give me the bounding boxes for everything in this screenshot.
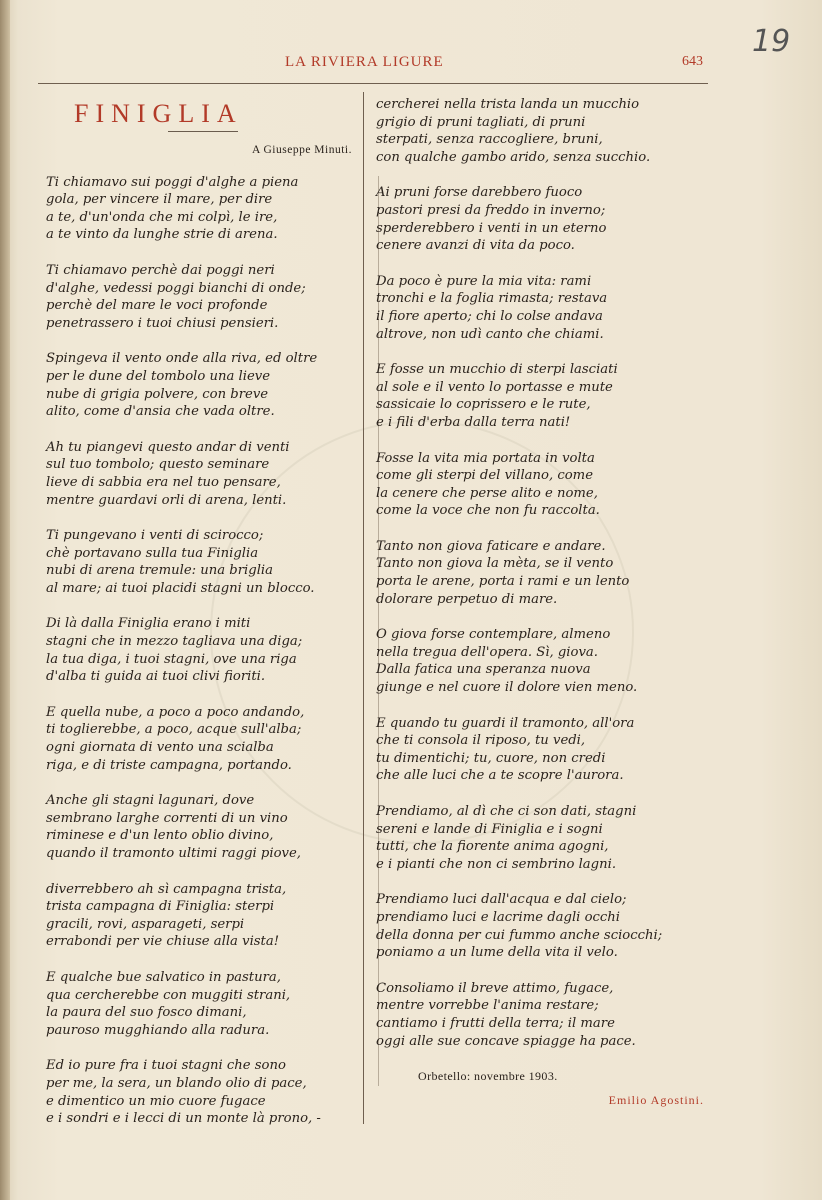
verse-line: per me, la sera, un blando olio di pace, — [46, 1075, 307, 1091]
verse-line: come la voce che non fu raccolta. — [376, 503, 600, 519]
verse-line: alito, come d'ansia che vada oltre. — [46, 404, 275, 420]
verse-line: Prendiamo, al dì che ci son dati, stagni — [376, 804, 637, 819]
stanza — [46, 1057, 358, 1127]
verse-line: tu dimentichi; tu, cuore, non credi — [376, 750, 606, 766]
verse-line: gracili, rovi, asparageti, serpi — [46, 916, 245, 932]
stanza — [46, 615, 358, 685]
verse-line: altrove, non udì canto che chiami. — [376, 326, 604, 342]
verse-line: il fiore aperto; chi lo colse andava — [376, 308, 603, 324]
verse-line: Di là dalla Finiglia erano i miti — [46, 616, 251, 632]
verse-line: perchè del mare le voci profonde — [46, 298, 268, 314]
verse-line: E qualche bue salvatico in pastura, — [46, 969, 281, 985]
stanza — [376, 361, 706, 431]
page-header — [0, 52, 822, 76]
verse-line: pastori presi da freddo in inverno; — [376, 202, 606, 218]
book-spine-edge — [0, 0, 10, 1200]
verse-line: sul tuo tombolo; questo seminare — [46, 457, 270, 473]
stanza — [376, 891, 706, 961]
verse-line: E quando tu guardi il tramonto, all'ora — [376, 715, 635, 731]
verse-line: Fosse la vita mia portata in volta — [376, 450, 595, 466]
stanza — [46, 439, 358, 509]
stanza — [46, 174, 358, 244]
verse-line: nubi di arena tremule: una briglia — [46, 563, 274, 579]
header-rule — [38, 83, 708, 84]
verse-line: Spingeva il vento onde alla riva, ed oltre — [46, 351, 318, 367]
stanza — [376, 450, 706, 520]
verse-line: mentre vorrebbe l'anima restare; — [376, 998, 599, 1014]
stanza — [376, 96, 706, 166]
stanza — [376, 273, 706, 343]
verse-line: che alle luci che a te scopre l'aurora. — [376, 768, 624, 784]
left-column — [40, 100, 358, 1146]
verse-line: ti toglierebbe, a poco, acque sull'alba; — [46, 722, 302, 738]
verse-line: a te vinto da lunghe strie di arena. — [46, 227, 278, 243]
verse-line: dolorare perpetuo di mare. — [376, 591, 558, 607]
verse-line: gola, per vincere il mare, per dire — [46, 192, 273, 208]
verse-line: della donna per cui fummo anche sciocchi; — [376, 927, 663, 943]
verse-line: quando il tramonto ultimi raggi piove, — [46, 846, 301, 861]
running-title: LA RIVIERA LIGURE — [285, 54, 444, 70]
handwritten-number: 19 — [752, 24, 791, 59]
verse-line: Da poco è pure la mia vita: rami — [376, 273, 592, 289]
verse-line: errabondi per vie chiuse alla vista! — [46, 934, 280, 950]
verse-line: porta le arene, porta i rami e un lento — [376, 574, 630, 590]
verse-line: sembrano larghe correnti di un vino — [46, 810, 288, 826]
verse-line: riminese e d'un lento oblio divino, — [46, 828, 274, 844]
verse-line: Consoliamo il breve attimo, fugace, — [376, 980, 614, 996]
stanza — [376, 715, 706, 785]
place-date: Orbetello: novembre 1903. — [418, 1069, 558, 1084]
stanza — [376, 626, 706, 696]
stanza — [46, 704, 358, 774]
stanza — [46, 350, 358, 420]
verse-line: Dalla fatica una speranza nuova — [376, 662, 591, 678]
title-ornament — [168, 131, 238, 132]
verse-line: trista campagna di Finiglia: sterpi — [46, 899, 275, 915]
poem-title: FINIGLIA — [74, 99, 243, 128]
verse-line: Tanto non giova la mèta, se il vento — [376, 556, 614, 572]
stanza — [376, 538, 706, 608]
verse-line: riga, e di triste campagna, portando. — [46, 757, 292, 773]
stanza — [46, 262, 358, 332]
verse-line: qua cercherebbe con muggiti strani, — [46, 987, 291, 1003]
verse-line: Prendiamo luci dall'acqua e dal cielo; — [376, 892, 627, 908]
verse-line: poniamo a un lume della vita il velo. — [376, 945, 618, 961]
verse-line: penetrassero i tuoi chiusi pensieri. — [46, 315, 279, 331]
verse-line: e dimentico un mio cuore fugace — [46, 1093, 266, 1109]
verse-line: cercherei nella trista landa un mucchio — [376, 97, 640, 112]
left-stanzas — [40, 174, 358, 1128]
stanza — [376, 980, 706, 1050]
verse-line: oggi alle sue concave spiagge ha pace. — [376, 1033, 636, 1049]
verse-line: Ti chiamavo perchè dai poggi neri — [46, 262, 275, 278]
verse-line: e i sondri e i lecci di un monte là prono, - — [46, 1111, 321, 1127]
verse-line: sperderebbero i venti in un eterno — [376, 220, 607, 236]
verse-line: giunge e nel cuore il dolore vien meno. — [376, 680, 638, 696]
verse-line: Ah tu piangevi questo andar di venti — [46, 439, 290, 455]
verse-line: con qualche gambo arido, senza succhio. — [376, 149, 651, 165]
verse-line: come gli sterpi del villano, come — [376, 468, 593, 484]
verse-line: Anche gli stagni lagunari, dove — [46, 793, 255, 809]
verse-line: sterpati, senza raccogliere, bruni, — [376, 132, 603, 148]
verse-line: Ti pungevano i venti di scirocco; — [46, 528, 264, 544]
verse-line: nella tregua dell'opera. Sì, giova. — [376, 644, 598, 660]
verse-line: O giova forse contemplare, almeno — [376, 627, 611, 643]
right-column — [376, 96, 706, 1109]
verse-line: Tanto non giova faticare e andare. — [376, 538, 606, 554]
stanza — [46, 881, 358, 951]
verse-line: tutti, che la fiorente anima agogni, — [376, 839, 609, 855]
verse-line: per le dune del tombolo una lieve — [46, 368, 271, 384]
verse-line: cantiamo i frutti della terra; il mare — [376, 1015, 615, 1031]
verse-line: E quella nube, a poco a poco andando, — [46, 704, 305, 720]
verse-line: al mare; ai tuoi placidi stagni un blocco. — [46, 580, 315, 596]
verse-line: nube di grigia polvere, con breve — [46, 386, 269, 402]
stanza — [46, 527, 358, 597]
verse-line: prendiamo luci e lacrime dagli occhi — [376, 909, 620, 925]
verse-line: sereni e lande di Finiglia e i sogni — [376, 821, 603, 837]
stanza — [376, 184, 706, 254]
verse-line: la paura del suo fosco dimani, — [46, 1005, 247, 1021]
stanza — [376, 803, 706, 873]
verse-line: mentre guardavi orli di arena, lenti. — [46, 492, 287, 508]
verse-line: d'alba ti guida ai tuoi clivi fioriti. — [46, 669, 266, 685]
verse-line: stagni che in mezzo tagliava una diga; — [46, 634, 303, 650]
verse-line: chè portavano sulla tua Finiglia — [46, 545, 259, 561]
verse-line: pauroso mugghiando alla radura. — [46, 1022, 270, 1038]
verse-line: Ed io pure fra i tuoi stagni che sono — [46, 1058, 286, 1074]
verse-line: d'alghe, vedessi poggi bianchi di onde; — [46, 280, 306, 296]
verse-line: la cenere che perse alito e nome, — [376, 485, 598, 501]
stanza — [46, 969, 358, 1039]
verse-line: e i fili d'erba dalla terra nati! — [376, 414, 571, 430]
verse-line: al sole e il vento lo portasse e mute — [376, 379, 613, 395]
verse-line: sassicaie lo coprissero e le rute, — [376, 397, 591, 413]
verse-line: grigio di pruni tagliati, di pruni — [376, 114, 586, 130]
verse-line: Ti chiamavo sui poggi d'alghe a piena — [46, 174, 299, 190]
verse-line: Ai pruni forse darebbero fuoco — [376, 185, 583, 201]
page-number: 643 — [682, 54, 703, 69]
verse-line: lieve di sabbia era nel tuo pensare, — [46, 474, 281, 490]
dedication: A Giuseppe Minuti. — [251, 144, 352, 156]
column-divider — [363, 92, 364, 1124]
verse-line: che ti consola il riposo, tu vedi, — [376, 733, 586, 749]
verse-line: tronchi e la foglia rimasta; restava — [376, 291, 608, 307]
verse-line: diverrebbero ah sì campagna trista, — [46, 881, 287, 897]
author-signature: Emilio Agostini. — [608, 1092, 704, 1107]
verse-line: la tua diga, i tuoi stagni, ove una riga — [46, 651, 297, 667]
verse-line: e i pianti che non ci sembrino lagni. — [376, 856, 617, 872]
verse-line: a te, d'un'onda che mi colpì, le ire, — [46, 209, 278, 225]
verse-line: cenere avanzi di vita da poco. — [376, 238, 575, 254]
verse-line: E fosse un mucchio di sterpi lasciati — [376, 362, 618, 378]
verse-line: ogni giornata di vento una scialba — [46, 740, 274, 756]
right-stanzas — [376, 96, 706, 1050]
stanza — [46, 792, 358, 862]
